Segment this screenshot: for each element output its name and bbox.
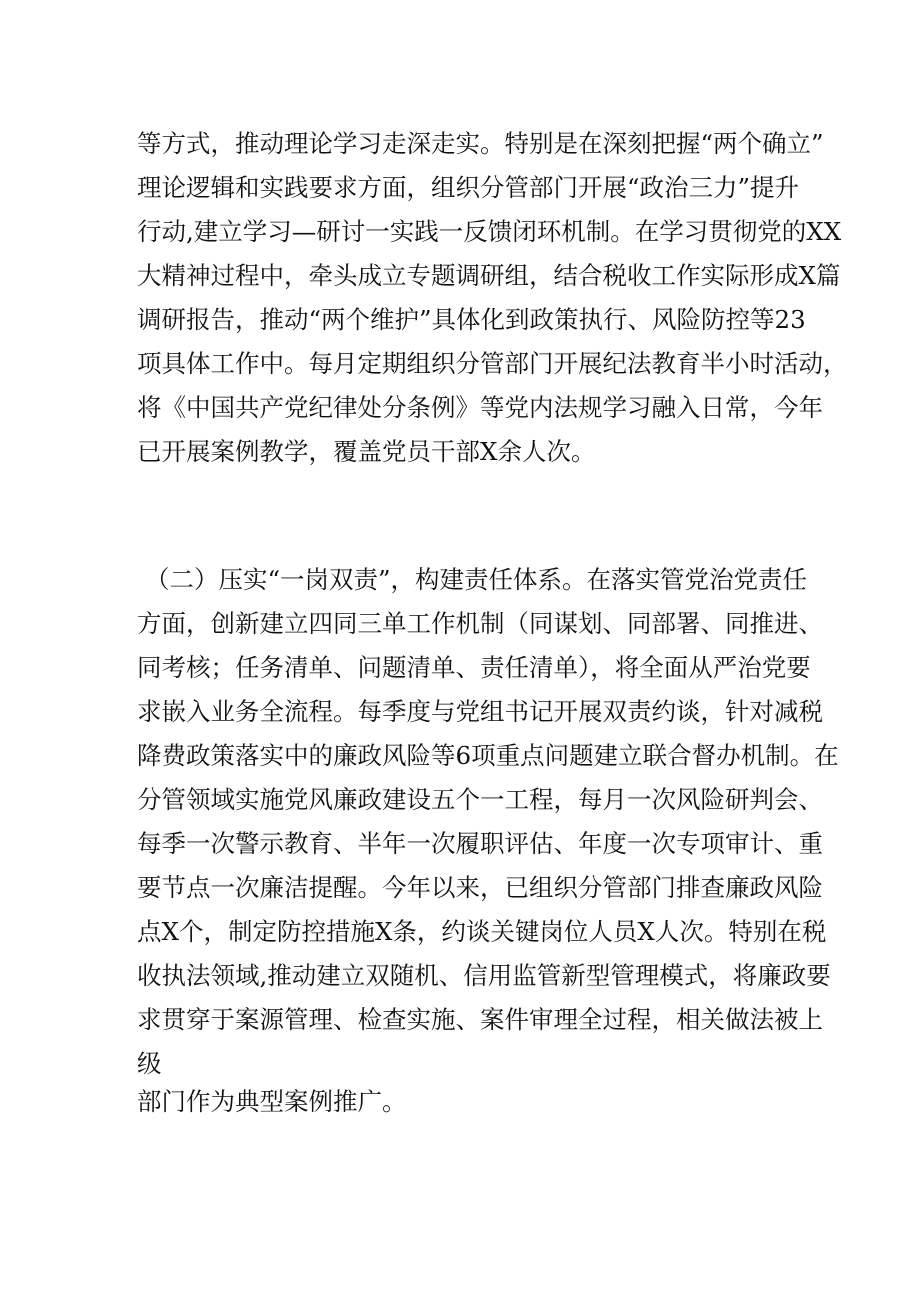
text-line: 收执法领域,推动建立双随机、信用监管新型管理模式，将廉政要 xyxy=(137,961,831,990)
text-line: 分管领域实施党风廉政建设五个一工程，每月一次风险研判会、 xyxy=(137,785,823,814)
text-line: 调研报告，推动“两个维护”具体化到政策执行、风险防控等23 xyxy=(137,305,806,334)
text-line: 行动,建立学习—研讨一实践一反馈闭环机制。在学习贯彻党的XX xyxy=(137,217,842,246)
text-line: 求嵌入业务全流程。每季度与党组书记开展双责约谈，针对减税 xyxy=(137,697,823,726)
text-line: 将《中国共产党纪律处分条例》等党内法规学习融入日常，今年 xyxy=(137,393,823,422)
text-line: 大精神过程中，牵头成立专题调研组，结合税收工作实际形成X篇 xyxy=(137,261,841,290)
section-heading-line: （二）压实“一岗双责”，构建责任体系。在落实管党治党责任 xyxy=(145,565,808,594)
text-line: 等方式，推动理论学习走深走实。特别是在深刻把握“两个确立” xyxy=(137,129,824,158)
text-line: 同考核；任务清单、问题清单、责任清单），将全面从严治党要 xyxy=(137,653,811,682)
text-line: 要节点一次廉洁提醒。今年以来，已组织分管部门排查廉政风险 xyxy=(137,873,823,902)
text-line: 降费政策落实中的廉政风险等6项重点问题建立联合督办机制。在 xyxy=(137,741,839,770)
text-line: 级 xyxy=(137,1049,162,1078)
text-line: 已开展案例教学，覆盖党员干部X余人次。 xyxy=(137,437,596,466)
text-line: 理论逻辑和实践要求方面，组织分管部门开展“政治三力”提升 xyxy=(137,173,800,202)
text-line: 部门作为典型案例推广。 xyxy=(137,1087,407,1116)
text-line: 项具体工作中。每月定期组织分管部门开展纪法教育半小时活动， xyxy=(137,349,848,378)
text-line: 点X个，制定防控措施X条，约谈关键岗位人员X人次。特别在税 xyxy=(137,917,827,946)
text-line: 求贯穿于案源管理、检查实施、案件审理全过程，相关做法被上 xyxy=(137,1005,823,1034)
text-line: 每季一次警示教育、半年一次履职评估、年度一次专项审计、重 xyxy=(137,829,823,858)
text-line: 方面，创新建立四同三单工作机制（同谋划、同部署、同推进、 xyxy=(137,609,823,638)
